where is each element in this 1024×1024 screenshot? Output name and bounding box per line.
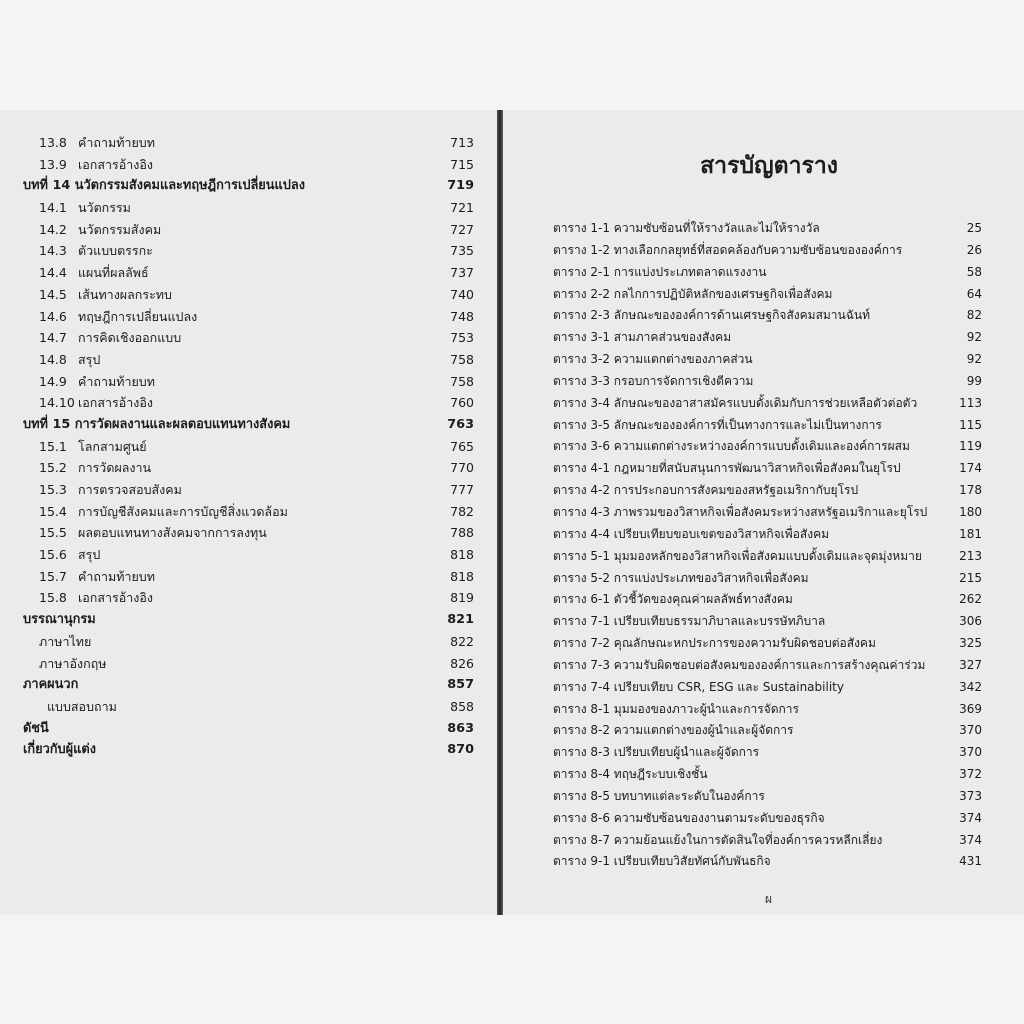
toc-entry-number: 15.8	[39, 590, 67, 606]
table-entry-page: 180	[959, 504, 982, 519]
toc-section-row	[0, 631, 497, 653]
table-entry-page: 25	[966, 221, 982, 235]
toc-section-row	[0, 262, 497, 284]
table-entry-page: 373	[959, 788, 982, 803]
toc-section-row	[0, 349, 497, 371]
toc-entry-title: การวัดผลงาน	[78, 460, 152, 476]
toc-entry-page: 782	[450, 503, 474, 519]
toc-entry-page: 719	[447, 178, 474, 194]
table-entry-label: ตาราง 7-4 เปรียบเทียบ CSR, ESG และ Sustainability	[553, 679, 844, 694]
toc-entry-title: นวัตกรรม	[78, 200, 131, 216]
table-entry-label: ตาราง 2-3 ลักษณะขององค์การด้านเศรษฐกิจสังคมสมานฉันท์	[553, 308, 871, 323]
toc-entry-title: การวัดผลงานและผลตอบแทนทางสังคม	[74, 416, 291, 432]
toc-entry-page: 753	[450, 330, 474, 346]
toc-entry-number: 15.4	[39, 503, 67, 519]
table-entry-label: ตาราง 7-2 คุณลักษณะหกประการของความรับผิดชอบต่อสังคม	[553, 636, 876, 651]
toc-entry-page: 818	[450, 568, 474, 584]
table-list-row	[503, 764, 1024, 786]
toc-section-row	[0, 587, 497, 609]
page-number: ผ	[765, 892, 773, 906]
table-entry-label: ตาราง 8-4 ทฤษฎีระบบเชิงชั้น	[553, 767, 708, 782]
toc-entry-label	[39, 306, 197, 328]
left-page	[0, 110, 497, 915]
toc-section-row	[0, 132, 497, 154]
toc-section-row	[0, 371, 497, 393]
toc-entry-label	[39, 436, 147, 458]
toc-entry-number: 14.5	[39, 286, 67, 302]
toc-entry-label	[23, 414, 290, 436]
table-list-row	[503, 218, 1024, 240]
toc-entry-number: 14.2	[39, 221, 67, 237]
table-entry-label: ตาราง 1-2 ทางเลือกกลยุทธ์ที่สอดคล้องกับความซับซ้อนขององค์การ	[553, 242, 903, 257]
table-list-row	[503, 458, 1024, 480]
toc-entry-label	[23, 718, 49, 740]
table-entry-page: 99	[966, 373, 982, 388]
table-entry-label: ตาราง 8-1 มุมมองของภาวะผู้นำและการจัดการ	[553, 701, 799, 716]
toc-entry-label	[47, 696, 117, 718]
toc-entry-number: 14.7	[39, 330, 67, 346]
toc-entry-title: คำถามท้ายบท	[78, 135, 155, 150]
table-list-row	[503, 808, 1024, 830]
table-list-row	[503, 524, 1024, 546]
toc-entry-page: 765	[450, 438, 474, 454]
table-list-row	[503, 699, 1024, 721]
table-list-row	[503, 502, 1024, 524]
toc-entry-title: คำถามท้ายบท	[78, 373, 155, 389]
toc-chapter-row	[0, 718, 497, 740]
toc-entry-title: เอกสารอ้างอิง	[78, 395, 153, 411]
toc-entry-title: สรุป	[78, 547, 101, 563]
table-entry-label: ตาราง 3-5 ลักษณะขององค์การที่เป็นทางการและไม่เป็นทางการ	[553, 417, 882, 432]
toc-entry-label	[23, 175, 305, 197]
toc-entry-label	[39, 262, 149, 284]
toc-entry-title: นวัตกรรมสังคมและทฤษฎีการเปลี่ยนแปลง	[74, 178, 305, 194]
toc-entry-page: 770	[450, 460, 474, 476]
toc-entry-label	[39, 479, 182, 501]
toc-entry-page: 763	[447, 416, 474, 432]
table-entry-label: ตาราง 7-3 ความรับผิดชอบต่อสังคมขององค์การและการสร้างคุณค่าร่วม	[553, 657, 926, 672]
toc-section-row	[0, 240, 497, 262]
toc-entry-page: 758	[450, 351, 474, 367]
toc-entry-label	[39, 457, 151, 479]
toc-entry-title: ภาษาไทย	[39, 633, 92, 649]
list-of-tables	[503, 218, 1024, 873]
table-entry-page: 115	[959, 417, 982, 432]
toc-entry-title: ทฤษฎีการเปลี่ยนแปลง	[78, 308, 198, 324]
toc-entry-label	[39, 587, 153, 609]
toc-entry-number: บทที่ 14	[23, 178, 71, 194]
table-entry-page: 58	[966, 264, 982, 279]
toc-entry-label	[39, 631, 91, 653]
toc-entry-page: 826	[450, 655, 474, 671]
table-entry-label: ตาราง 4-1 กฎหมายที่สนับสนุนการพัฒนาวิสาหกิจเพื่อสังคมในยุโรป	[553, 461, 901, 476]
table-entry-label: ตาราง 4-2 การประกอบการสังคมของสหรัฐอเมริกากับยุโรป	[553, 483, 859, 498]
table-list-row	[503, 589, 1024, 611]
toc-section-row	[0, 544, 497, 566]
toc-entry-title: ภาคผนวก	[23, 677, 79, 693]
table-list-row	[503, 546, 1024, 568]
table-list-row	[503, 677, 1024, 699]
table-entry-page: 327	[959, 657, 982, 672]
table-list-row	[503, 371, 1024, 393]
toc-entry-number: 14.4	[39, 265, 67, 281]
table-entry-page: 372	[959, 767, 982, 782]
table-entry-label: ตาราง 5-2 การแบ่งประเภทของวิสาหกิจเพื่อสังคม	[553, 570, 809, 585]
toc-entry-title: ดัชนี	[23, 720, 49, 736]
table-list-row	[503, 742, 1024, 764]
table-entry-page: 119	[959, 439, 982, 454]
toc-entry-title: คำถามท้ายบท	[78, 568, 155, 584]
right-page	[503, 110, 1024, 915]
toc-section-row	[0, 306, 497, 328]
toc-entry-label	[39, 132, 155, 154]
toc-entry-label	[23, 609, 96, 631]
toc-entry-title: นวัตกรรมสังคม	[78, 221, 162, 237]
toc-entry-label	[39, 197, 131, 219]
table-entry-page: 113	[959, 395, 982, 410]
table-entry-label: ตาราง 3-4 ลักษณะของอาสาสมัครแบบดั้งเดิมกับการช่วยเหลือตัวต่อตัว	[553, 395, 918, 410]
toc-entry-title: เกี่ยวกับผู้แต่ง	[23, 742, 96, 758]
table-entry-page: 213	[959, 548, 982, 563]
toc-entry-number: 13.8	[39, 135, 67, 150]
table-entry-page: 374	[959, 832, 982, 847]
table-list-row	[503, 568, 1024, 590]
table-of-contents	[0, 132, 497, 761]
table-entry-label: ตาราง 8-5 บทบาทแต่ละระดับในองค์การ	[553, 788, 765, 803]
table-entry-page: 178	[959, 483, 982, 498]
toc-entry-number: 15.7	[39, 568, 67, 584]
toc-entry-title: แบบสอบถาม	[47, 698, 117, 714]
toc-entry-number: 15.5	[39, 525, 67, 541]
toc-section-row	[0, 154, 497, 176]
toc-entry-label	[39, 219, 161, 241]
toc-entry-title: โลกสามศูนย์	[78, 438, 147, 454]
table-list-row	[503, 327, 1024, 349]
toc-entry-page: 858	[450, 698, 474, 714]
table-list-row	[503, 611, 1024, 633]
toc-entry-number: 13.9	[39, 156, 67, 172]
toc-entry-page: 748	[450, 308, 474, 324]
toc-entry-number: 15.2	[39, 460, 67, 476]
toc-entry-page: 727	[450, 221, 474, 237]
table-entry-page: 26	[966, 242, 982, 257]
toc-section-row	[0, 653, 497, 675]
toc-entry-title: เอกสารอ้างอิง	[78, 156, 153, 172]
table-entry-label: ตาราง 5-1 มุมมองหลักของวิสาหกิจเพื่อสังคมแบบดั้งเดิมและจุดมุ่งหมาย	[553, 548, 922, 563]
table-list-row	[503, 349, 1024, 371]
toc-section-row	[0, 696, 497, 718]
toc-entry-page: 857	[447, 677, 474, 693]
table-entry-page: 325	[959, 636, 982, 651]
toc-entry-title: เอกสารอ้างอิง	[78, 590, 153, 606]
toc-section-row	[0, 457, 497, 479]
toc-entry-number: บทที่ 15	[23, 416, 71, 432]
toc-entry-number: 15.3	[39, 482, 67, 497]
table-entry-page: 181	[959, 526, 982, 541]
toc-entry-page: 821	[447, 612, 474, 628]
table-entry-label: ตาราง 3-3 กรอบการจัดการเชิงตีความ	[553, 373, 754, 388]
toc-entry-number: 15.1	[39, 438, 67, 454]
table-entry-page: 64	[966, 286, 982, 301]
table-entry-page: 215	[959, 570, 982, 585]
table-entry-page: 374	[959, 810, 982, 825]
table-list-row	[503, 436, 1024, 458]
table-entry-page: 174	[959, 461, 982, 476]
table-entry-label: ตาราง 3-2 ความแตกต่างของภาคส่วน	[553, 352, 753, 367]
table-entry-page: 370	[959, 745, 982, 760]
toc-entry-label	[39, 566, 155, 588]
toc-entry-title: สรุป	[78, 351, 101, 367]
table-entry-page: 342	[959, 679, 982, 694]
table-list-row	[503, 305, 1024, 327]
toc-entry-page: 819	[450, 590, 474, 606]
toc-entry-page: 715	[450, 156, 474, 172]
toc-entry-title: ตัวแบบตรรกะ	[78, 243, 153, 259]
toc-entry-label	[39, 349, 100, 371]
table-list-row	[503, 284, 1024, 306]
toc-entry-label	[39, 154, 153, 176]
table-entry-label: ตาราง 2-1 การแบ่งประเภทตลาดแรงงาน	[553, 264, 767, 279]
toc-entry-page: 713	[450, 135, 474, 150]
table-list-row	[503, 415, 1024, 437]
table-list-row	[503, 720, 1024, 742]
toc-entry-page: 740	[450, 286, 474, 302]
table-entry-label: ตาราง 8-7 ความย้อนแย้งในการตัดสินใจที่องค์การควรหลีกเลี่ยง	[553, 832, 883, 847]
toc-entry-page: 870	[447, 742, 474, 758]
toc-entry-page: 863	[447, 720, 474, 736]
toc-chapter-row	[0, 175, 497, 197]
toc-entry-title: ภาษาอังกฤษ	[39, 655, 107, 671]
toc-section-row	[0, 327, 497, 349]
toc-entry-label	[23, 674, 78, 696]
table-entry-label: ตาราง 1-1 ความซับซ้อนที่ให้รางวัลและไม่ให้รางวัล	[553, 221, 820, 235]
toc-entry-label	[39, 501, 288, 523]
table-entry-label: ตาราง 8-6 ความซับซ้อนของงานตามระดับของธุรกิจ	[553, 810, 825, 825]
toc-entry-number: 14.9	[39, 373, 67, 389]
toc-entry-label	[39, 653, 107, 675]
table-entry-label: ตาราง 6-1 ตัวชี้วัดของคุณค่าผลลัพธ์ทางสังคม	[553, 592, 793, 607]
toc-entry-page: 822	[450, 633, 474, 649]
table-list-row	[503, 830, 1024, 852]
toc-entry-page: 737	[450, 265, 474, 281]
toc-chapter-row	[0, 674, 497, 696]
table-entry-page: 92	[966, 352, 982, 367]
toc-section-row	[0, 566, 497, 588]
table-entry-page: 431	[959, 854, 982, 869]
toc-chapter-row	[0, 609, 497, 631]
toc-entry-title: ผลตอบแทนทางสังคมจากการลงทุน	[78, 525, 267, 541]
toc-entry-page: 721	[450, 200, 474, 216]
page-title: สารบัญตาราง	[700, 153, 838, 179]
toc-entry-page: 777	[450, 482, 474, 497]
toc-entry-title: การคิดเชิงออกแบบ	[78, 330, 182, 346]
table-list-row	[503, 786, 1024, 808]
toc-entry-title: การบัญชีสังคมและการบัญชีสิ่งแวดล้อม	[78, 503, 288, 519]
table-list-row	[503, 393, 1024, 415]
toc-entry-label	[39, 522, 267, 544]
toc-entry-number: 14.10	[39, 395, 75, 411]
toc-section-row	[0, 392, 497, 414]
table-entry-page: 370	[959, 723, 982, 738]
toc-entry-label	[39, 240, 153, 262]
table-entry-page: 82	[966, 308, 982, 323]
toc-entry-page: 760	[450, 395, 474, 411]
table-entry-label: ตาราง 7-1 เปรียบเทียบธรรมาภิบาลและบรรษัทภิบาล	[553, 614, 826, 629]
toc-entry-title: บรรณานุกรม	[23, 612, 96, 628]
table-entry-page: 262	[959, 592, 982, 607]
toc-entry-title: เส้นทางผลกระทบ	[78, 286, 172, 302]
toc-entry-page: 788	[450, 525, 474, 541]
toc-entry-page: 758	[450, 373, 474, 389]
toc-section-row	[0, 501, 497, 523]
table-entry-label: ตาราง 3-6 ความแตกต่างระหว่างองค์การแบบดั้งเดิมและองค์การผสม	[553, 439, 910, 454]
table-entry-page: 92	[966, 330, 982, 345]
toc-entry-number: 15.6	[39, 547, 67, 563]
table-list-row	[503, 851, 1024, 873]
toc-entry-label	[23, 739, 96, 761]
toc-chapter-row	[0, 739, 497, 761]
toc-entry-number: 14.3	[39, 243, 67, 259]
toc-entry-label	[39, 284, 172, 306]
toc-entry-number: 14.1	[39, 200, 67, 216]
table-entry-label: ตาราง 8-2 ความแตกต่างของผู้นำและผู้จัดการ	[553, 723, 794, 738]
toc-entry-title: การตรวจสอบสังคม	[78, 482, 182, 497]
table-entry-label: ตาราง 4-3 ภาพรวมของวิสาหกิจเพื่อสังคมระหว่างสหรัฐอเมริกาและยุโรป	[553, 504, 928, 519]
table-entry-label: ตาราง 8-3 เปรียบเทียบผู้นำและผู้จัดการ	[553, 745, 760, 760]
toc-section-row	[0, 436, 497, 458]
toc-entry-title: แผนที่ผลลัพธ์	[78, 265, 149, 281]
toc-entry-label	[39, 392, 153, 414]
table-entry-label: ตาราง 9-1 เปรียบเทียบวิสัยทัศน์กับพันธกิจ	[553, 854, 771, 869]
table-entry-page: 306	[959, 614, 982, 629]
table-list-row	[503, 655, 1024, 677]
toc-entry-page: 818	[450, 547, 474, 563]
toc-section-row	[0, 522, 497, 544]
toc-entry-label	[39, 371, 155, 393]
toc-entry-page: 735	[450, 243, 474, 259]
table-list-row	[503, 240, 1024, 262]
toc-section-row	[0, 197, 497, 219]
table-entry-label: ตาราง 2-2 กลไกการปฏิบัติหลักของเศรษฐกิจเพื่อสังคม	[553, 286, 833, 301]
table-list-row	[503, 262, 1024, 284]
toc-entry-number: 14.8	[39, 351, 67, 367]
toc-section-row	[0, 479, 497, 501]
toc-chapter-row	[0, 414, 497, 436]
toc-section-row	[0, 284, 497, 306]
table-entry-label: ตาราง 4-4 เปรียบเทียบขอบเขตของวิสาหกิจเพื่อสังคม	[553, 526, 830, 541]
toc-section-row	[0, 219, 497, 241]
table-list-row	[503, 480, 1024, 502]
table-entry-label: ตาราง 3-1 สามภาคส่วนของสังคม	[553, 330, 732, 345]
toc-entry-number: 14.6	[39, 308, 67, 324]
toc-entry-label	[39, 544, 100, 566]
toc-entry-label	[39, 327, 181, 349]
table-list-row	[503, 633, 1024, 655]
table-entry-page: 369	[959, 701, 982, 716]
